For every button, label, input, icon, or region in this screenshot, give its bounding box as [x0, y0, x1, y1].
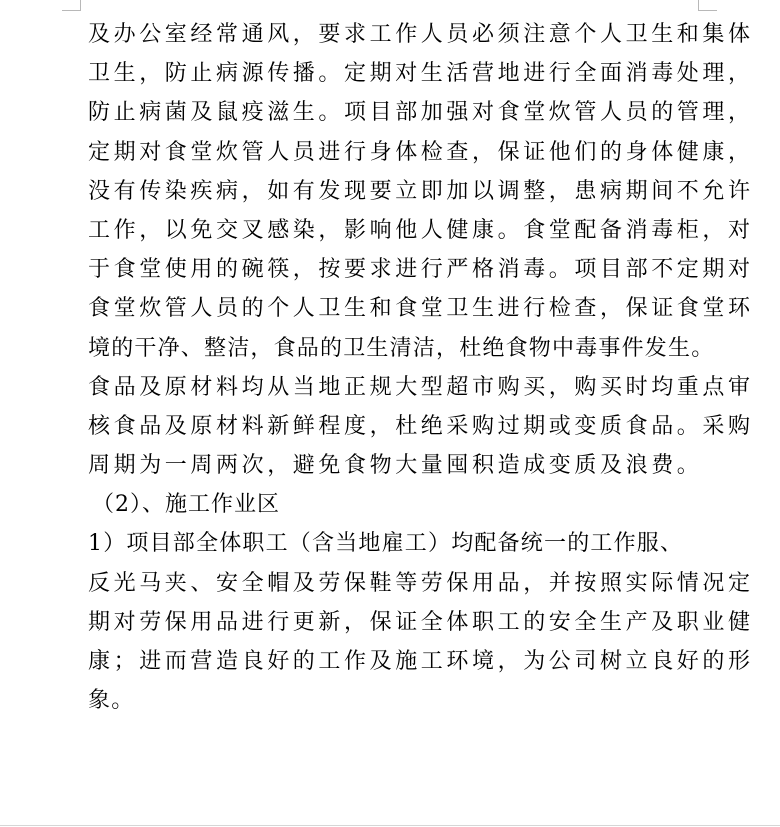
margin-corner-mark-top-left — [62, 0, 81, 11]
text-line-10: 食品及原材料均从当地正规大型超市购买，购买时均重点审 — [88, 374, 754, 400]
text-line-1: 及办公室经常通风，要求工作人员必须注意个人卫生和集体 — [88, 22, 754, 47]
text-line-7: 于食堂使用的碗筷，按要求进行严格消毒。项目部不定期对 — [88, 257, 754, 283]
text-line-11: 核食品及原材料新鲜程度，杜绝采购过期或变质食品。采购 — [88, 413, 754, 439]
text-line-9: 境的干净、整洁，食品的卫生清洁，杜绝食物中毒事件发生。 — [88, 335, 715, 361]
text-line-5: 没有传染疾病，如有发现要立即加以调整，患病期间不允许 — [88, 178, 754, 204]
margin-corner-mark-top-right — [698, 0, 717, 11]
text-line-12: 周期为一周两次，避免食物大量囤积造成变质及浪费。 — [88, 453, 703, 479]
text-line-8: 食堂炊管人员的个人卫生和食堂卫生进行检查，保证食堂环 — [88, 296, 754, 322]
document-body — [88, 15, 754, 720]
text-line-15: 反光马夹、安全帽及劳保鞋等劳保用品，并按照实际情况定 — [88, 570, 754, 596]
text-line-2: 卫生，防止病源传播。定期对生活营地进行全面消毒处理， — [88, 61, 754, 87]
section-heading: （2）、施工作业区 — [92, 492, 280, 518]
text-line-6: 工作，以免交叉感染，影响他人健康。食堂配备消毒柜，对 — [88, 217, 754, 243]
page-bottom-edge — [0, 825, 780, 826]
text-line-14: 1）项目部全体职工（含当地雇工）均配备统一的工作服、 — [88, 531, 684, 557]
text-line-17: 康；进而营造良好的工作及施工环境，为公司树立良好的形 — [88, 649, 754, 674]
text-line-18: 象。 — [88, 688, 135, 714]
text-line-3: 防止病菌及鼠疫滋生。项目部加强对食堂炊管人员的管理， — [88, 100, 754, 126]
text-line-4: 定期对食堂炊管人员进行身体检查，保证他们的身体健康， — [88, 139, 754, 165]
text-line-16: 期对劳保用品进行更新，保证全体职工的安全生产及职业健 — [88, 609, 754, 635]
